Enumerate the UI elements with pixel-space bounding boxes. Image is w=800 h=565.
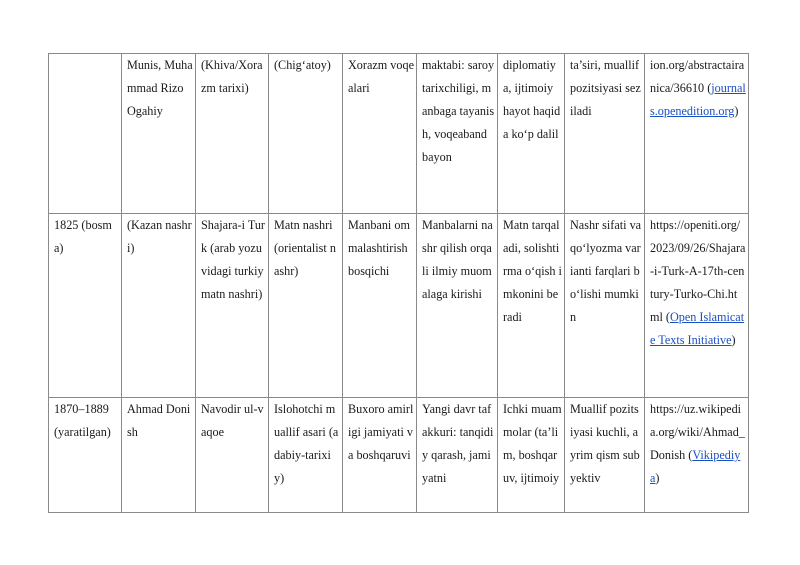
cell-method: Manbalarni nashr qilish orqali ilmiy muomalaga kirishi: [417, 214, 498, 398]
cell-genre: Matn nashri (orientalist nashr): [269, 214, 343, 398]
cell-date: 1870–1889 (yaratilgan): [49, 398, 122, 513]
cell-work: Navodir ul-vaqoe: [196, 398, 269, 513]
source-link[interactable]: journals.openedition.org: [650, 81, 746, 118]
cell-value: Matn tarqaladi, solishtirma o‘qish imkonini beradi: [498, 214, 565, 398]
sources-table: [48, 53, 749, 513]
cell-author: Ahmad Donish: [122, 398, 196, 513]
cell-critique: Muallif pozitsiyasi kuchli, ayrim qism subyektiv: [565, 398, 645, 513]
cell-work: Shajara-i Turk (arab yozuvidagi turkiy matn nashri): [196, 214, 269, 398]
cell-value: diplomatiya, ijtimoiy hayot haqida ko‘p dalil: [498, 54, 565, 214]
cell-date: [49, 54, 122, 214]
cell-genre: Islohotchi muallif asari (adabiy-tarixiy): [269, 398, 343, 513]
table-row: [49, 214, 749, 398]
cell-work: (Khiva/Xorazm tarixi): [196, 54, 269, 214]
cell-author: Munis, Muhammad Rizo Ogahiy: [122, 54, 196, 214]
cell-author: (Kazan nashri): [122, 214, 196, 398]
cell-source: https://openiti.org/2023/09/26/Shajara-i-Turk-A-17th-century-Turko-Chi.html (Open Islamicate Texts Initiative): [645, 214, 749, 398]
source-link[interactable]: Open Islamicate Texts Initiative: [650, 310, 745, 347]
cell-method: Yangi davr tafakkuri: tanqidiy qarash, jamiyatni: [417, 398, 498, 513]
cell-date: 1825 (bosma): [49, 214, 122, 398]
table-row: [49, 398, 749, 513]
source-url: ion.org/abstractairanica/36610: [650, 58, 745, 95]
cell-critique: ta’siri, muallif pozitsiyasi seziladi: [565, 54, 645, 214]
source-link[interactable]: Vikipediya: [650, 448, 741, 485]
cell-value: Ichki muammolar (ta’lim, boshqaruv, ijtimoiy: [498, 398, 565, 513]
cell-topic: Xorazm voqealari: [343, 54, 417, 214]
cell-source: ion.org/abstractairanica/36610 (journals.openedition.org): [645, 54, 749, 214]
cell-topic: Manbani ommalashtirish bosqichi: [343, 214, 417, 398]
cell-critique: Nashr sifati va qo‘lyozma varianti farqlari bo‘lishi mumkin: [565, 214, 645, 398]
source-url: https://openiti.org/2023/09/26/Shajara-i-Turk-A-17th-century-Turko-Chi.html: [650, 218, 746, 324]
cell-method: maktabi: saroy tarixchiligi, manbaga tayanish, voqeaband bayon: [417, 54, 498, 214]
cell-source: https://uz.wikipedia.org/wiki/Ahmad_Donish (Vikipediya): [645, 398, 749, 513]
cell-genre: (Chig‘atoy): [269, 54, 343, 214]
source-url: https://uz.wikipedia.org/wiki/Ahmad_Donish: [650, 402, 745, 462]
cell-topic: Buxoro amirligi jamiyati va boshqaruvi: [343, 398, 417, 513]
table-row: [49, 54, 749, 214]
